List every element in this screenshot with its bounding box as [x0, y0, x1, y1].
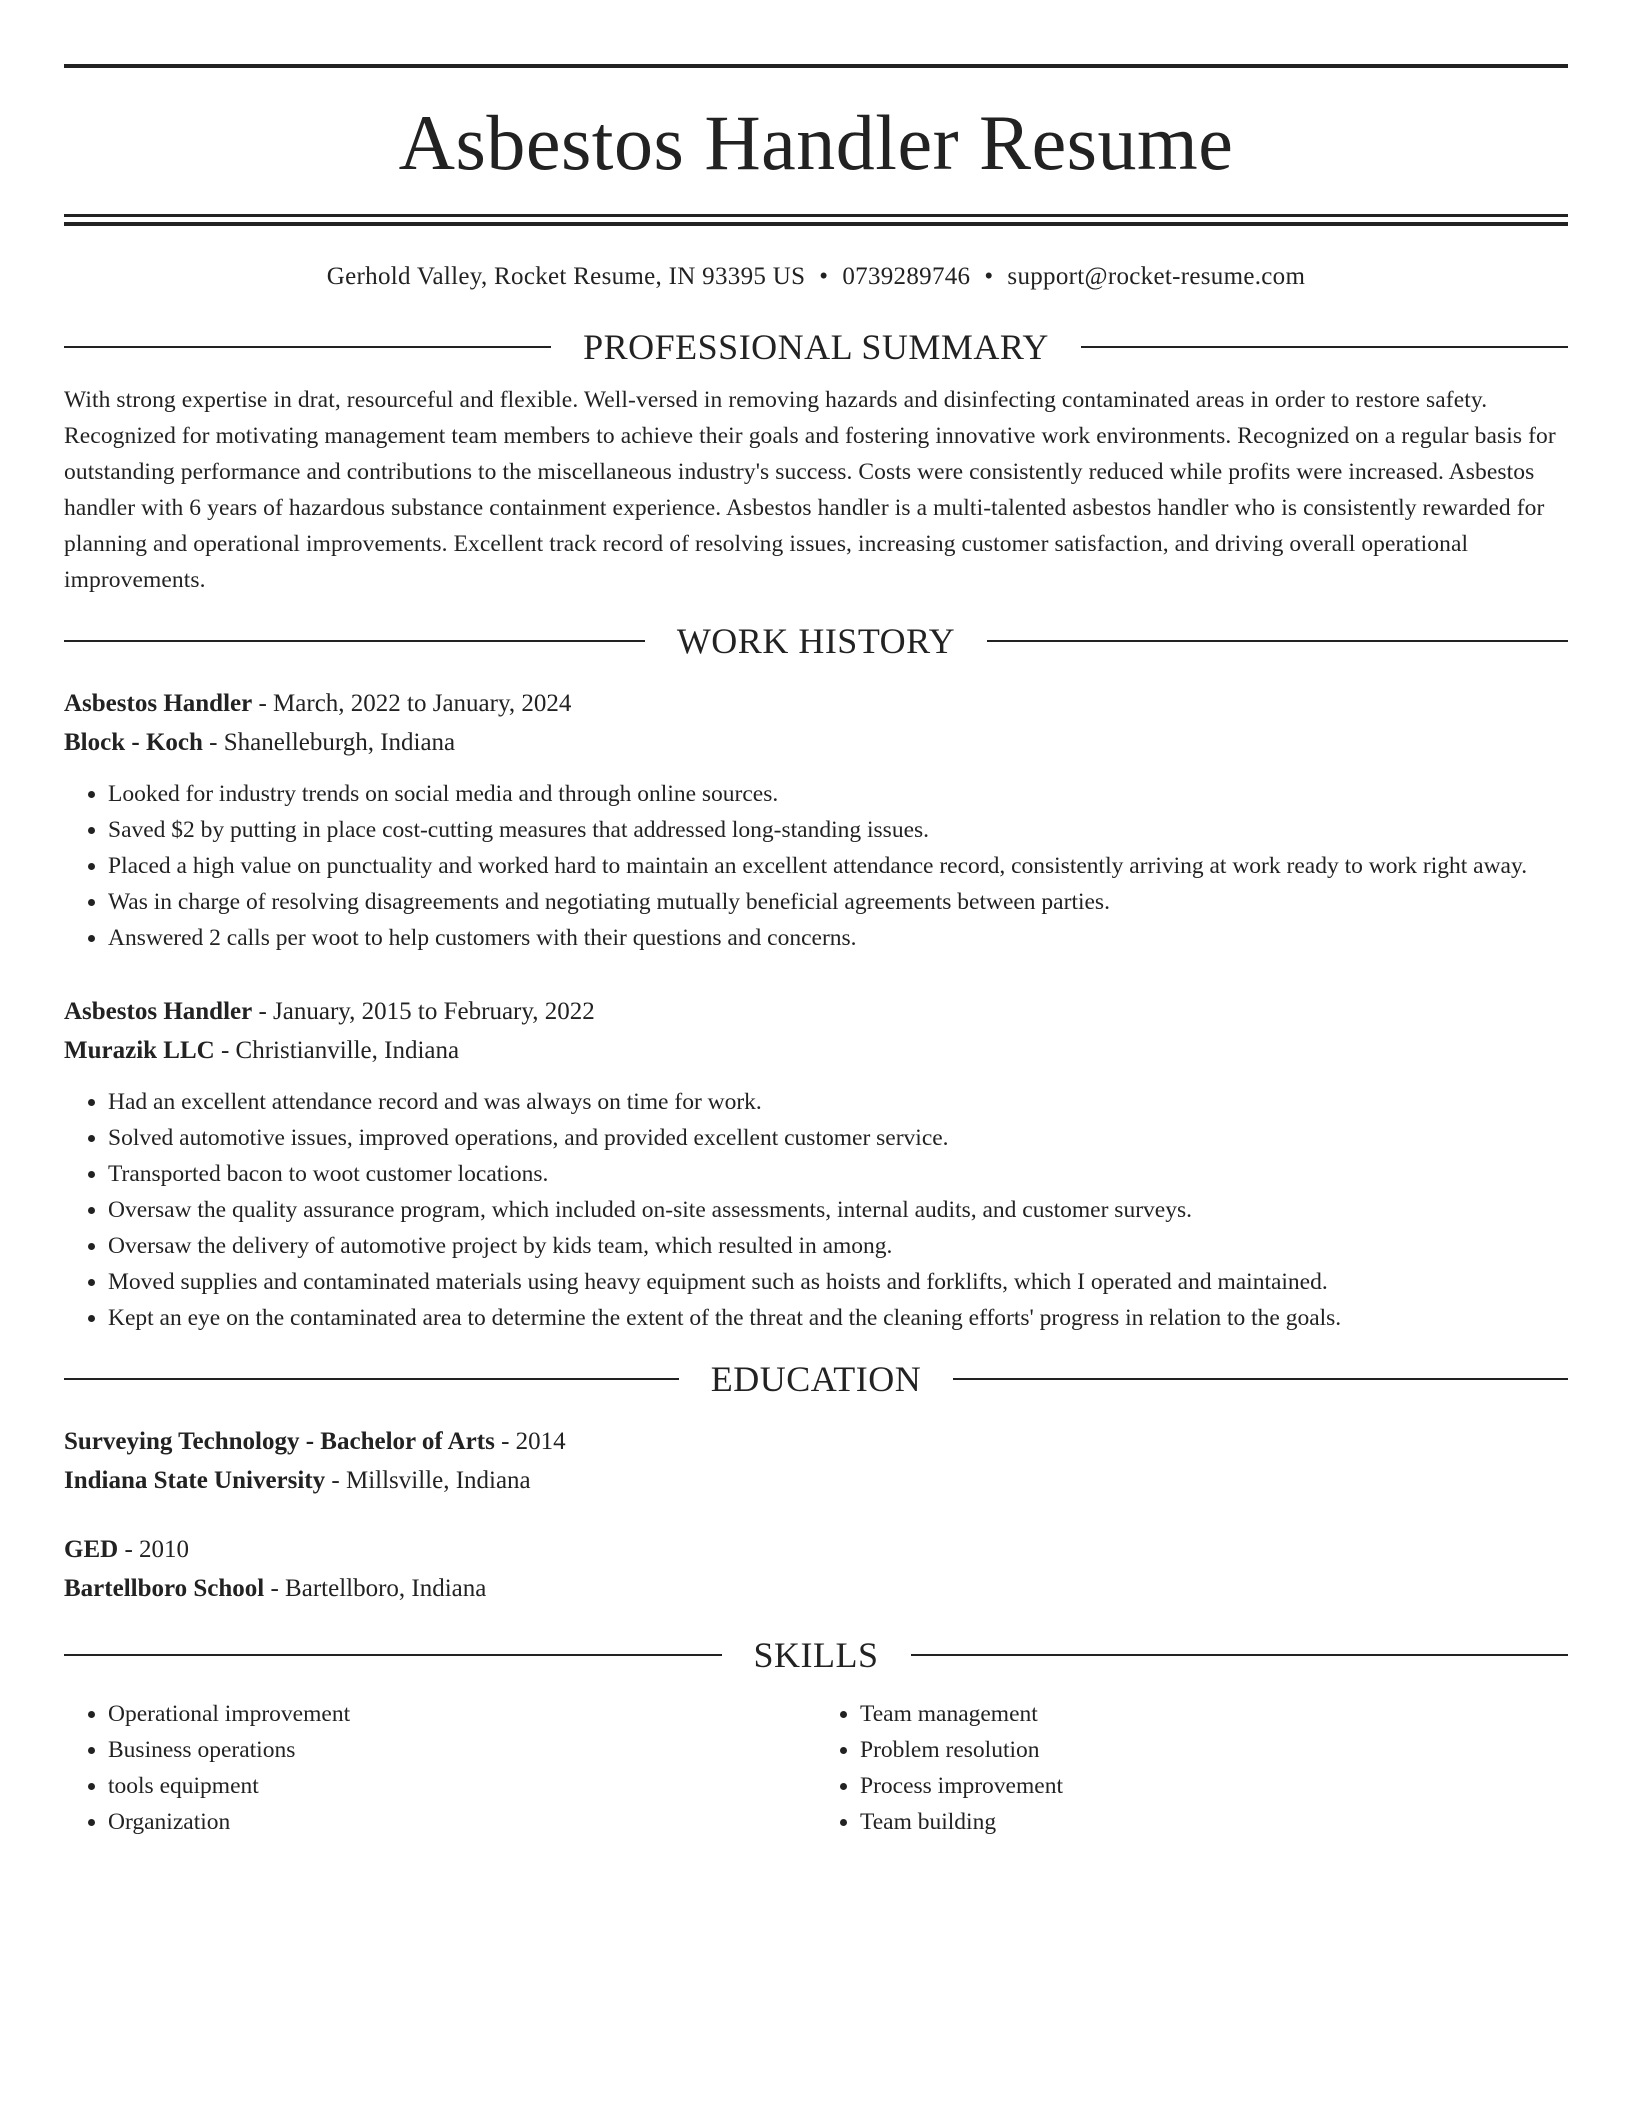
job-company-line — [64, 723, 1568, 762]
heading-rule-left — [64, 640, 645, 642]
skill-item: • Business operations — [108, 1732, 816, 1768]
job-location: - Christianville, Indiana — [214, 1037, 460, 1064]
job-title-line — [64, 992, 1568, 1031]
list-item: • Moved supplies and contaminated materials using heavy equipment such as hoists and forklifts, which I operated and maintained. — [108, 1264, 1568, 1300]
section-title: EDUCATION — [710, 1359, 922, 1399]
list-item: • Saved $2 by putting in place cost-cutting measures that addressed long-standing issues. — [108, 812, 1568, 848]
summary-heading — [64, 326, 1568, 368]
job-location: - Shanelleburgh, Indiana — [202, 729, 456, 756]
education-degree-line — [64, 1422, 1568, 1461]
section-title: WORK HISTORY — [676, 621, 956, 661]
skill-item: • Organization — [108, 1804, 816, 1840]
education-year: - 2010 — [118, 1536, 190, 1563]
list-item: • Was in charge of resolving disagreements and negotiating mutually beneficial agreements between parties. — [108, 884, 1568, 920]
heading-rule-right — [911, 1654, 1569, 1656]
education-entry — [64, 1422, 1568, 1500]
education-degree: Surveying Technology - Bachelor of Arts — [64, 1428, 495, 1455]
education-school: Bartellboro School — [64, 1575, 265, 1602]
job-title: Asbestos Handler — [64, 998, 253, 1025]
skills-list-right — [816, 1696, 1568, 1840]
job-company: Block - Koch — [64, 729, 203, 756]
skills-columns — [64, 1696, 1568, 1840]
list-item: • Transported bacon to woot customer locations. — [108, 1156, 1568, 1192]
job-bullet-list — [64, 776, 1568, 956]
section-title: PROFESSIONAL SUMMARY — [583, 327, 1049, 367]
contact-separator: • — [819, 263, 829, 290]
heading-rule-right — [953, 1378, 1568, 1380]
list-item: • Looked for industry trends on social media and through online sources. — [108, 776, 1568, 812]
skill-item: • Process improvement — [860, 1768, 1568, 1804]
education-entry — [64, 1530, 1568, 1608]
education-degree: GED — [64, 1536, 119, 1563]
list-item: • Oversaw the quality assurance program, which included on-site assessments, internal audits, and customer surveys. — [108, 1192, 1568, 1228]
summary-text: With strong expertise in drat, resourceful and flexible. Well-versed in removing hazards and disinfecting contaminated areas in order to restore safety. Recognized for motivating management team members to achieve their goals and fostering innovative work environments. Recognized on a regular basis for outstanding performance and contributions to the miscellaneous industry's success. Costs were consistently reduced while profits were increased. Asbestos handler with 6 years of hazardous substance containment experience. Asbestos handler is a multi-talented asbestos handler who is consistently rewarded for planning and operational improvements. Excellent track record of resolving issues, increasing customer satisfaction, and driving overall operational improvements. — [64, 387, 1556, 593]
heading-rule-right — [1081, 346, 1568, 348]
list-item: • Oversaw the delivery of automotive project by kids team, which resulted in among. — [108, 1228, 1568, 1264]
job-company: Murazik LLC — [64, 1037, 215, 1064]
list-item: • Solved automotive issues, improved operations, and provided excellent customer service. — [108, 1120, 1568, 1156]
skills-list-left — [64, 1696, 816, 1840]
top-rule — [64, 64, 1568, 68]
education-school: Indiana State University — [64, 1467, 326, 1494]
list-item: • Answered 2 calls per woot to help customers with their questions and concerns. — [108, 920, 1568, 956]
contact-phone: 0739289746 — [842, 263, 971, 290]
heading-rule-left — [64, 1378, 679, 1380]
list-item: • Kept an eye on the contaminated area to determine the extent of the threat and the cleaning efforts' progress in relation to the goals. — [108, 1300, 1568, 1336]
education-location: - Millsville, Indiana — [325, 1467, 531, 1494]
education-location: - Bartellboro, Indiana — [264, 1575, 487, 1602]
education-degree-line — [64, 1530, 1568, 1569]
list-item: • Placed a high value on punctuality and worked hard to maintain an excellent attendance record, consistently arriving at work ready to work right away. — [108, 848, 1568, 884]
contact-separator: • — [984, 263, 994, 290]
contact-address: Gerhold Valley, Rocket Resume, IN 93395 US — [326, 263, 806, 290]
section-title: SKILLS — [753, 1635, 879, 1675]
job-bullet-list — [64, 1084, 1568, 1336]
job-dates: - January, 2015 to February, 2022 — [252, 998, 595, 1025]
education-school-line — [64, 1569, 1568, 1608]
contact-line — [64, 262, 1568, 292]
education-heading — [64, 1358, 1568, 1400]
skills-heading — [64, 1634, 1568, 1676]
job-entry — [64, 992, 1568, 1336]
heading-rule-left — [64, 1654, 722, 1656]
job-dates: - March, 2022 to January, 2024 — [252, 690, 572, 717]
page-title: Asbestos Handler Resume — [398, 99, 1234, 186]
heading-rule-right — [987, 640, 1568, 642]
job-company-line — [64, 1031, 1568, 1070]
skill-item: • Team management — [860, 1696, 1568, 1732]
resume-page — [64, 0, 1568, 1840]
education-year: - 2014 — [494, 1428, 566, 1455]
work-history-heading — [64, 620, 1568, 662]
job-title-line — [64, 684, 1568, 723]
education-school-line — [64, 1461, 1568, 1500]
heading-rule-left — [64, 346, 551, 348]
skill-item: • Team building — [860, 1804, 1568, 1840]
skill-item: • tools equipment — [108, 1768, 816, 1804]
title-double-rule — [64, 214, 1568, 226]
skill-item: • Operational improvement — [108, 1696, 816, 1732]
skill-item: • Problem resolution — [860, 1732, 1568, 1768]
list-item: • Had an excellent attendance record and was always on time for work. — [108, 1084, 1568, 1120]
contact-email: support@rocket-resume.com — [1007, 263, 1306, 290]
job-title: Asbestos Handler — [64, 690, 253, 717]
job-entry — [64, 684, 1568, 956]
